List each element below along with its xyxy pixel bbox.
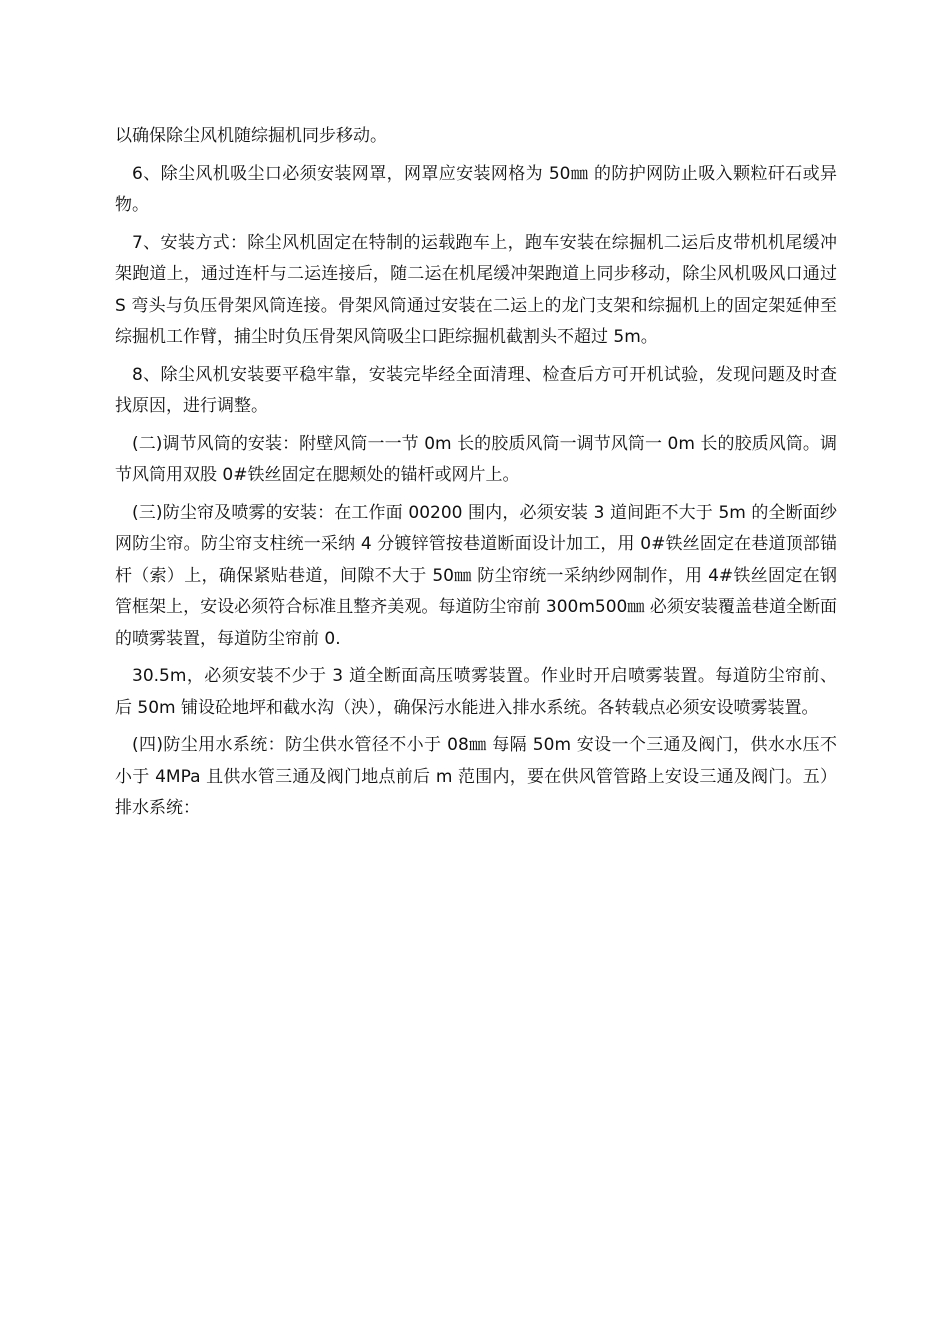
paragraph-section-2: (二)调节风筒的安装：附壁风筒一一节 0m 长的胶质风筒一调节风筒一 0m 长的胶质风筒。调节风筒用双股 0#铁丝固定在腮颊处的锚杆或网片上。 xyxy=(115,433,837,485)
paragraph-section-4: (四)防尘用水系统：防尘供水管径不小于 08㎜ 每隔 50m 安设一个三通及阀门，供水水压不小于 4MPa 且供水管三通及阀门地点前后 m 范围内，要在供风管管路上安设三通及阀门。五）排水系统： xyxy=(115,735,837,818)
paragraph-item-7: 7、安装方式：除尘风机固定在特制的运载跑车上，跑车安装在综掘机二运后皮带机机尾缓冲架跑道上，通过连杆与二运连接后，随二运在机尾缓冲架跑道上同步移动，除尘风机吸风口通过 S 弯头与负压骨架风筒连接。骨架风筒通过安装在二运上的龙门支架和综掘机上的固定架延伸至综掘机工作臂，捕尘时负压骨架风筒吸尘口距综掘机截割头不超过 5m。 xyxy=(115,232,837,347)
document-body xyxy=(115,121,837,831)
paragraph-section-3: (三)防尘帘及喷雾的安装：在工作面 00200 围内，必须安装 3 道间距不大于 5m 的全断面纱网防尘帘。防尘帘支柱统一采纳 4 分镀锌管按巷道断面设计加工，用 0#铁丝固定在巷道顶部锚杆（索）上，确保紧贴巷道，间隙不大于 50㎜ 防尘帘统一采纳纱网制作，用 4#铁丝固定在钢管框架上，安设必须符合标准且整齐美观。每道防尘帘前 300m500㎜ 必须安装覆盖巷道全断面的喷雾装置，每道防尘帘前 0. xyxy=(115,502,837,649)
paragraph-item-6: 6、除尘风机吸尘口必须安装网罩，网罩应安装网格为 50㎜ 的防护网防止吸入颗粒矸石或异物。 xyxy=(115,163,837,215)
paragraph-continuation: 以确保除尘风机随综掘机同步移动。 xyxy=(115,126,387,146)
paragraph-item-8: 8、除尘风机安装要平稳牢靠，安装完毕经全面清理、检查后方可开机试验，发现问题及时查找原因，进行调整。 xyxy=(115,364,837,416)
paragraph-spray-continuation: 30.5m，必须安装不少于 3 道全断面高压喷雾装置。作业时开启喷雾装置。每道防尘帘前、后 50m 铺设砼地坪和截水沟（泱），确保污水能进入排水系统。各转载点必须安设喷雾装置。 xyxy=(115,666,837,718)
